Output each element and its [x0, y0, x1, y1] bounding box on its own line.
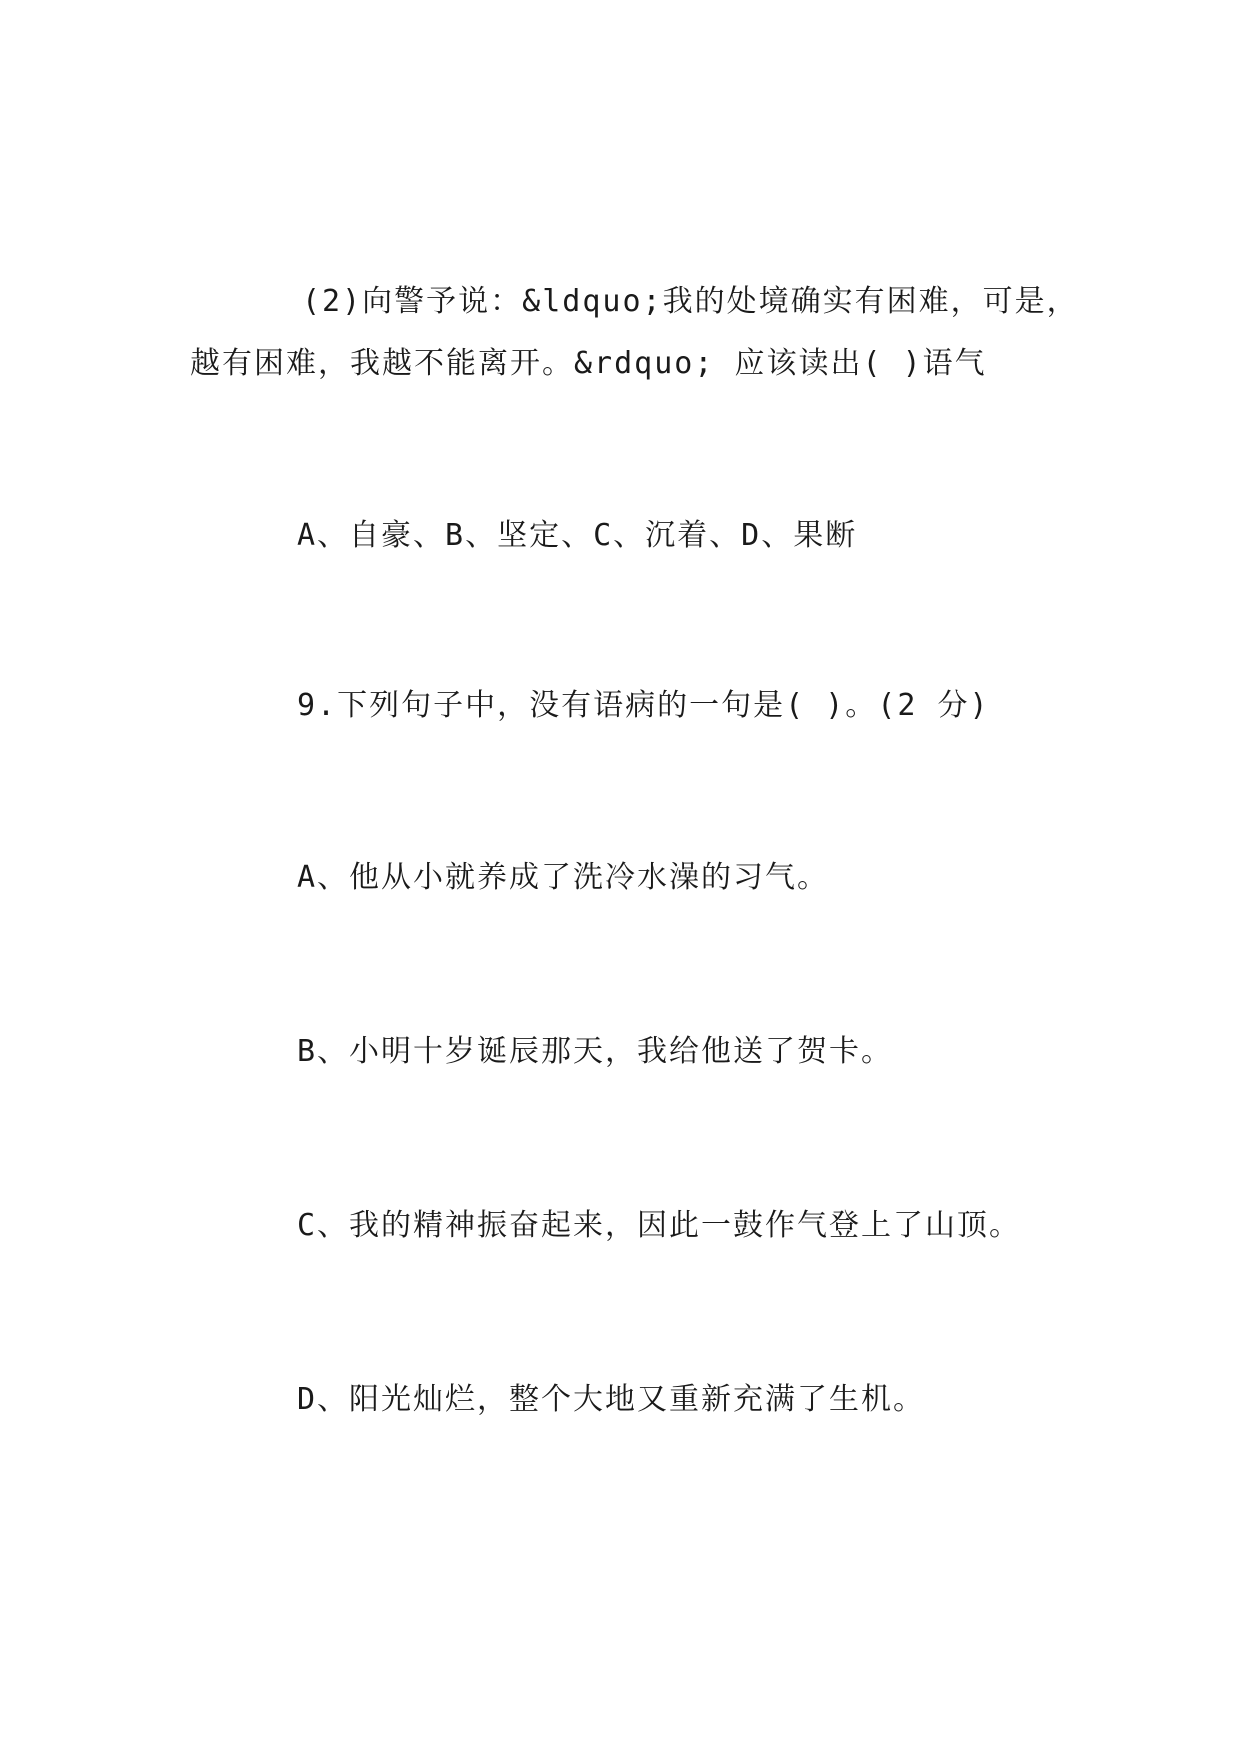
- question-9-option-a: A、他从小就养成了洗冷水澡的习气。: [297, 860, 830, 895]
- question-9-option-b: B、小明十岁诞辰那天，我给他送了贺卡。: [297, 1034, 894, 1069]
- question-9-option-c: C、我的精神振奋起来，因此一鼓作气登上了山顶。: [297, 1208, 1022, 1243]
- question-8-2-options: A、自豪、B、坚定、C、沉着、D、果断: [297, 518, 858, 553]
- question-8-2-text-line-1: (2)向警予说：&ldquo;我的处境确实有困难，可是，: [302, 284, 1079, 319]
- question-9-option-d: D、阳光灿烂，整个大地又重新充满了生机。: [297, 1382, 926, 1417]
- question-9-stem: 9.下列句子中，没有语病的一句是( )。(2 分): [297, 688, 990, 723]
- question-8-2-text-line-2: 越有困难，我越不能离开。&rdquo; 应该读出( )语气: [190, 346, 987, 381]
